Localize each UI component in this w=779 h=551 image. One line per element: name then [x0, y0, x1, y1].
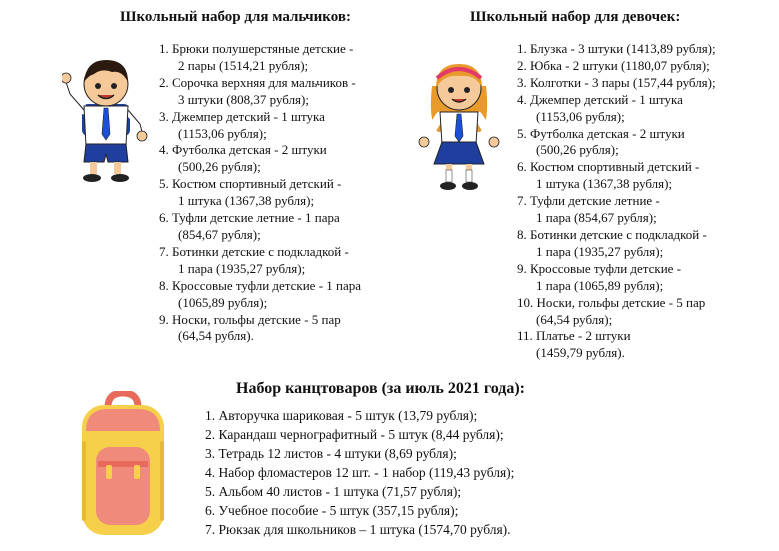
list-item: 8. Кроссовые туфли детские - 1 пара (1065,89 рубля);	[159, 277, 362, 310]
list-item: 1. Блузка - 3 штуки (1413,89 рубля);	[517, 41, 716, 56]
list-item: 2. Юбка - 2 штуки (1180,07 рубля);	[517, 57, 710, 73]
stationery-set-title: Набор канцтоваров (за июль 2021 года):	[236, 380, 525, 397]
list-item: 6. Учебное пособие - 5 штук (357,15 рубля);	[205, 503, 459, 518]
list-item: 3. Джемпер детский - 1 штука (1153,06 рубля);	[159, 108, 325, 141]
list-item: 7. Рюкзак для школьников – 1 штука (1574,70 рубля).	[205, 522, 511, 537]
list-item: 3. Колготки - 3 пары (157,44 рубля);	[517, 74, 716, 90]
girls-set-title: Школьный набор для девочек:	[470, 9, 681, 25]
list-item: 6. Костюм спортивный детский - 1 штука (1367,38 рубля);	[517, 159, 700, 192]
list-item: 7. Туфли детские летние - 1 пара (854,67 рубля);	[517, 193, 660, 226]
backpack-illustration	[78, 391, 168, 541]
girls-items-list	[517, 41, 716, 362]
list-item: 3. Тетрадь 12 листов - 4 штуки (8,69 рубля);	[205, 446, 457, 461]
list-item: 9. Носки, гольфы детские - 5 пар (64,54 рубля).	[159, 311, 341, 344]
list-item: 9. Кроссовые туфли детские - 1 пара (1065,89 рубля);	[517, 260, 682, 293]
list-item: 5. Костюм спортивный детский - 1 штука (1367,38 рубля);	[159, 176, 342, 209]
list-item: 10. Носки, гольфы детские - 5 пар (64,54 рубля);	[517, 294, 706, 327]
list-item: 1. Брюки полушерстяные детские - 2 пары (1514,21 рубля);	[159, 41, 354, 73]
stationery-items-list	[205, 406, 514, 539]
list-item: 7. Ботинки детские с подкладкой - 1 пара (1935,27 рубля);	[159, 243, 349, 276]
list-item: 5. Футболка детская - 2 штуки (500,26 рубля);	[517, 125, 685, 158]
list-item: 4. Набор фломастеров 12 шт. - 1 набор (119,43 рубля);	[205, 465, 515, 480]
list-item: 5. Альбом 40 листов - 1 штука (71,57 рубля);	[205, 484, 462, 499]
list-item: 8. Ботинки детские с подкладкой - 1 пара (1935,27 рубля);	[517, 226, 707, 259]
list-item: 4. Джемпер детский - 1 штука (1153,06 рубля);	[517, 91, 683, 124]
list-item: 6. Туфли детские летние - 1 пара (854,67 рубля);	[159, 210, 340, 242]
list-item: 1. Авторучка шариковая - 5 штук (13,79 рубля);	[205, 408, 478, 423]
schoolgirl-illustration	[416, 52, 502, 194]
boys-items-list	[159, 41, 361, 345]
list-item: 4. Футболка детская - 2 штуки (500,26 рубля);	[159, 142, 327, 175]
list-item: 2. Сорочка верхняя для мальчиков - 3 штуки (808,37 рубля);	[159, 74, 356, 107]
list-item: 2. Карандаш чернографитный - 5 штук (8,44 рубля);	[205, 427, 504, 442]
schoolboy-illustration	[62, 54, 150, 186]
boys-set-title: Школьный набор для мальчиков:	[120, 9, 351, 25]
list-item: 11. Платье - 2 штуки (1459,79 рубля).	[517, 328, 631, 361]
